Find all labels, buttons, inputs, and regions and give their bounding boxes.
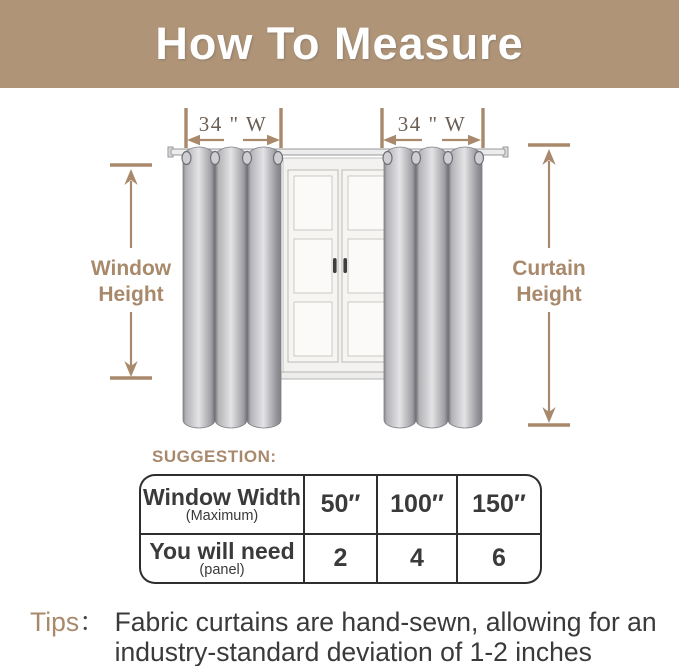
window-height-label-line2: Height — [98, 283, 164, 306]
page-title: How To Measure — [155, 18, 524, 69]
left-width-measure — [186, 108, 281, 148]
table-cell: 4 — [378, 535, 456, 582]
table-cell: 100″ — [378, 476, 456, 533]
table-row-header: You will need (panel) — [141, 535, 303, 582]
right-width-measure — [382, 108, 483, 148]
suggestion-section — [139, 447, 542, 584]
window-handle-left — [333, 258, 337, 273]
window-handle-right — [343, 258, 347, 273]
left-curtain-width-label: 34 " W — [198, 112, 268, 136]
table-cell: 150″ — [458, 476, 540, 533]
table-cell: 2 — [305, 535, 376, 582]
table-cell: 50″ — [305, 476, 376, 533]
suggestion-table — [139, 474, 542, 584]
right-curtain-width-label: 34 " W — [397, 112, 467, 136]
window-height-measure — [91, 165, 172, 378]
tips-section — [30, 608, 679, 666]
table-row-header: Window Width (Maximum) — [141, 476, 303, 533]
curtain-height-label-line2: Height — [516, 283, 582, 306]
window-height-label-line1: Window — [90, 257, 172, 280]
measurement-diagram — [0, 88, 679, 433]
left-curtain-panel — [183, 147, 281, 428]
right-curtain-panel — [384, 147, 482, 428]
tips-label: Tips： — [30, 607, 106, 637]
table-cell: 6 — [458, 535, 540, 582]
curtain-height-measure — [512, 145, 586, 425]
curtain-height-label-line1: Curtain — [512, 257, 586, 280]
tips-text: Fabric curtains are hand-sewn, allowing for an industry-standard deviation of 1-2 inches — [114, 607, 657, 666]
banner — [0, 0, 679, 88]
suggestion-heading: SUGGESTION: — [152, 447, 277, 466]
